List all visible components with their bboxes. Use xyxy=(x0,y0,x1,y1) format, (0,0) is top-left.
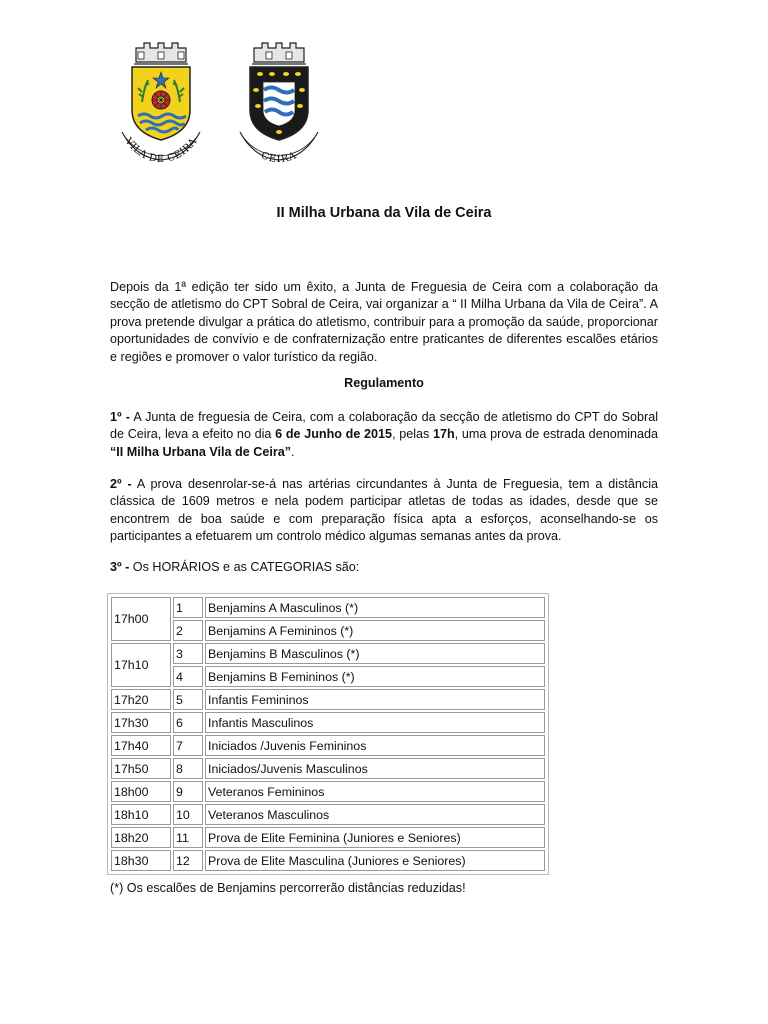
rule-2-text: A prova desenrolar-se-á nas artérias circundantes à Junta de Freguesia, tem a distância clássica de 1609 metros e nela podem participar atletas de todas as idades, desde que se encontrem de boa saúde e com preparação física apta a esforços, aconselhando-se os participantes a efetuarem um controlo médico algumas semanas antes da prova. xyxy=(110,477,658,544)
table-row xyxy=(111,597,545,618)
svg-text:VILA DE CEIRA: VILA DE CEIRA xyxy=(122,136,200,166)
schedule-time: 18h00 xyxy=(111,781,171,802)
rule-1-text-d: . xyxy=(291,444,295,459)
schedule-time: 17h10 xyxy=(111,643,171,687)
table-row xyxy=(111,620,545,641)
schedule-category: Benjamins A Femininos (*) xyxy=(205,620,545,641)
schedule-number: 7 xyxy=(173,735,203,756)
schedule-number: 10 xyxy=(173,804,203,825)
schedule-number: 4 xyxy=(173,666,203,687)
schedule-category: Iniciados /Juvenis Femininos xyxy=(205,735,545,756)
schedule-time: 17h30 xyxy=(111,712,171,733)
schedule-category: Veteranos Femininos xyxy=(205,781,545,802)
schedule-category: Benjamins B Femininos (*) xyxy=(205,666,545,687)
schedule-number: 6 xyxy=(173,712,203,733)
schedule-table xyxy=(107,593,549,875)
table-row xyxy=(111,758,545,779)
schedule-number: 2 xyxy=(173,620,203,641)
schedule-time: 18h20 xyxy=(111,827,171,848)
schedule-table-body xyxy=(111,597,545,871)
rule-1-number: 1º - xyxy=(110,410,130,424)
rule-2-paragraph xyxy=(110,476,658,546)
schedule-time: 18h30 xyxy=(111,850,171,871)
table-row xyxy=(111,712,545,733)
schedule-category: Infantis Femininos xyxy=(205,689,545,710)
rule-1-text-a: A Junta de freguesia de Ceira, com a colaboração da secção de atletismo do CPT do Sobral de Ceira, leva a efeito no dia xyxy=(110,410,658,442)
schedule-number: 5 xyxy=(173,689,203,710)
rule-1-text-b: , pelas xyxy=(392,427,434,442)
rule-1-paragraph xyxy=(110,409,658,461)
table-row xyxy=(111,804,545,825)
schedule-number: 9 xyxy=(173,781,203,802)
schedule-number: 12 xyxy=(173,850,203,871)
schedule-time: 18h10 xyxy=(111,804,171,825)
table-row xyxy=(111,827,545,848)
page-title: II Milha Urbana da Vila de Ceira xyxy=(276,205,492,221)
ceira-crest-icon xyxy=(240,43,318,165)
rule-3-text: Os HORÁRIOS e as CATEGORIAS são: xyxy=(129,560,360,574)
schedule-time: 17h20 xyxy=(111,689,171,710)
regulamento-heading: Regulamento xyxy=(344,376,424,390)
svg-text:CEIRA: CEIRA xyxy=(259,150,299,166)
schedule-time: 17h50 xyxy=(111,758,171,779)
schedule-number: 11 xyxy=(173,827,203,848)
rule-3-paragraph xyxy=(110,559,658,576)
schedule-time: 17h00 xyxy=(111,597,171,641)
schedule-category: Veteranos Masculinos xyxy=(205,804,545,825)
rule-1-race-name: “II Milha Urbana Vila de Ceira” xyxy=(110,444,292,459)
schedule-category: Infantis Masculinos xyxy=(205,712,545,733)
rule-3-number: 3º - xyxy=(110,560,130,574)
table-row xyxy=(111,666,545,687)
rule-1-date: 6 de Junho de 2015 xyxy=(275,427,393,442)
rule-1-time: 17h xyxy=(433,427,455,442)
schedule-time: 17h40 xyxy=(111,735,171,756)
schedule-category: Iniciados/Juvenis Masculinos xyxy=(205,758,545,779)
schedule-number: 1 xyxy=(173,597,203,618)
table-row xyxy=(111,689,545,710)
rule-2-number: 2º - xyxy=(110,477,132,491)
footnote: (*) Os escalões de Benjamins percorrerão distâncias reduzidas! xyxy=(110,881,466,895)
schedule-number: 3 xyxy=(173,643,203,664)
schedule-number: 8 xyxy=(173,758,203,779)
schedule-category: Prova de Elite Masculina (Juniores e Seniores) xyxy=(205,850,545,871)
rule-1-text-c: , uma prova de estrada denominada xyxy=(454,427,659,442)
intro-paragraph: Depois da 1ª edição ter sido um êxito, a Junta de Freguesia de Ceira com a colaboração da secção de atletismo do CPT Sobral de Ceira, vai organizar a “ II Milha Urbana da Vila de Ceira”. A prova pretende divulgar a prática do atletismo, contribuir para a promoção da saúde, proporcionar oportunidades de convívio e de confraternização entre praticantes de diferentes escalões etários e regiões e promover o valor turístico da região. xyxy=(110,280,658,364)
table-row xyxy=(111,781,545,802)
schedule-category: Prova de Elite Feminina (Juniores e Seniores) xyxy=(205,827,545,848)
table-row xyxy=(111,643,545,664)
logos xyxy=(118,40,338,170)
schedule-category: Benjamins B Masculinos (*) xyxy=(205,643,545,664)
vila-de-ceira-crest-icon xyxy=(122,43,200,165)
table-row xyxy=(111,850,545,871)
schedule-category: Benjamins A Masculinos (*) xyxy=(205,597,545,618)
table-row xyxy=(111,735,545,756)
